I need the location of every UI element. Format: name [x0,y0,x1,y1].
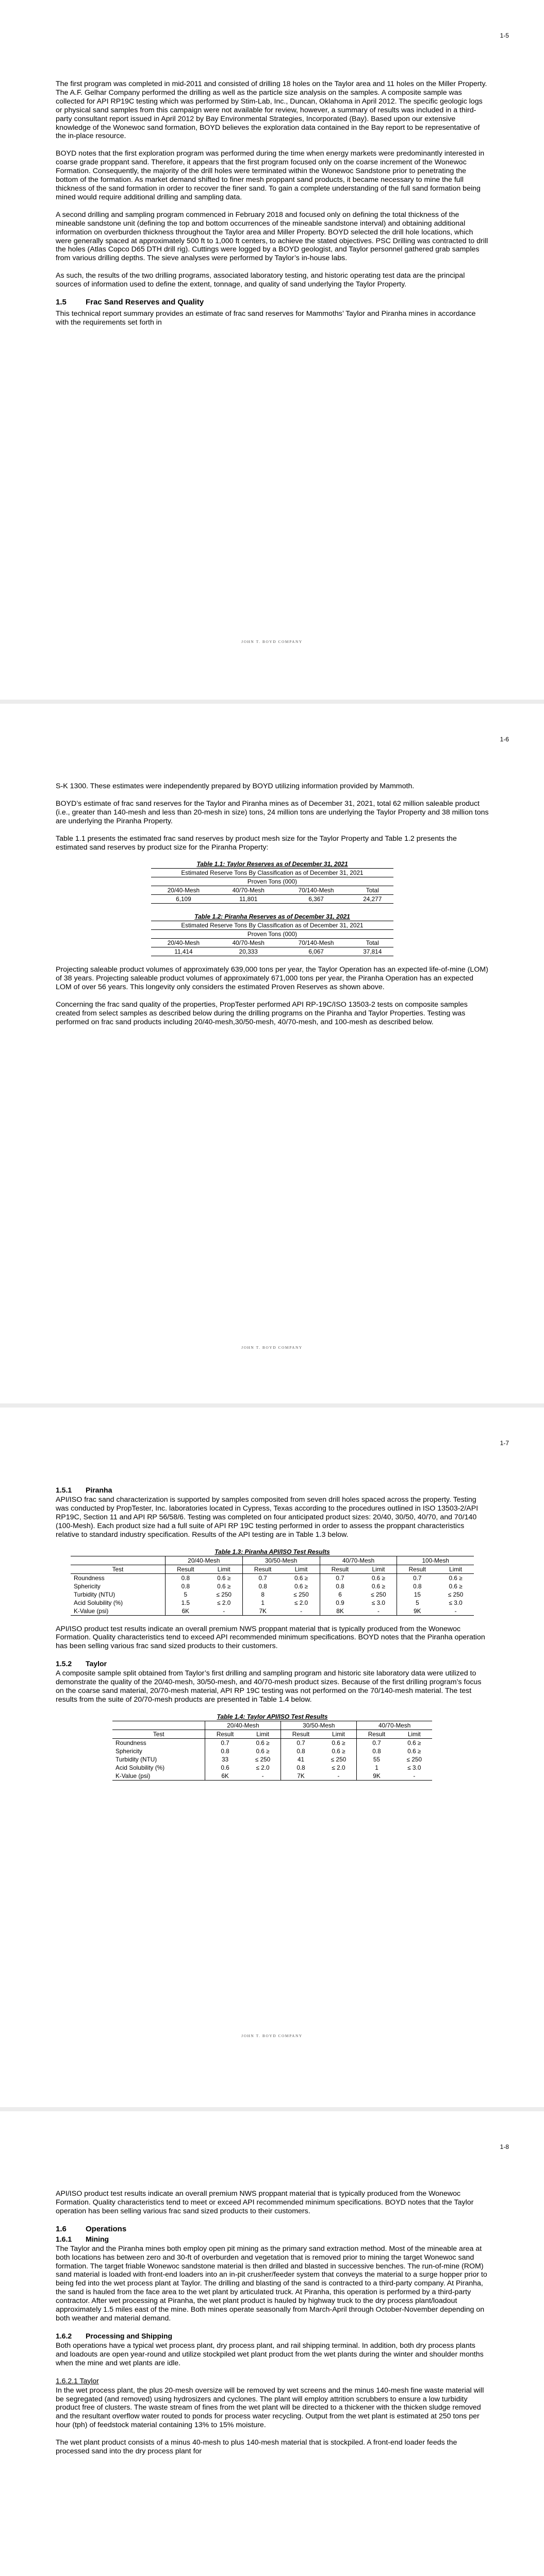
paragraph: Table 1.1 presents the estimated frac sand reserves by product mesh size for the Taylor Property and Table 1.2 presents the estimated sand reserves by product size for the Piranha Property: [56,834,457,852]
table-cell: 0.6 ≥ [371,1582,385,1590]
table-cell: 6K [205,1772,245,1781]
table-cell: ≤ 3.0 [407,1764,421,1771]
group-header: 40/70-Mesh [320,1556,397,1565]
table-cell: 0.7 [281,1738,321,1747]
paragraph: As such, the results of the two drilling programs, associated laboratory testing, and historic operating test data are the principal sources of information used to define the extent, tonnage, and quality of sand underlying the Taylor Property. [56,272,465,289]
api-table-wrapper [56,1713,489,1781]
column-header: Test [112,1730,205,1738]
table-cell: 0.6 ≥ [256,1747,270,1755]
page-1-5 [0,0,544,700]
section-number: 1.6 [56,2224,67,2233]
table-caption: Table 1.4: Taylor API/ISO Test Results [217,1713,328,1720]
table-cell: 20,333 [216,947,281,956]
table-cell: 41 [281,1755,321,1764]
table-title: Estimated Reserve Tons By Classification as of December 31, 2021 [151,921,393,930]
page-footer: JOHN T. BOYD COMPANY [241,1345,303,1350]
column-header: Total [352,939,393,947]
table-cell: ≤ 250 [293,1590,309,1598]
table-cell: - [360,1607,397,1616]
column-header: Result [397,1565,437,1573]
table-cell: 0.6 ≥ [407,1747,421,1755]
table-cell: 0.8 [205,1747,245,1755]
table-cell: 0.7 [397,1573,437,1582]
table-cell: 0.6 ≥ [294,1582,308,1590]
table-cell: 8 [242,1590,283,1599]
table-cell: 0.7 [357,1738,397,1747]
page-1-8 [0,2111,544,2576]
group-header: 30/50-Mesh [242,1556,320,1565]
section-number: 1.6.2 [56,2331,72,2340]
table-cell: ≤ 2.0 [256,1764,270,1771]
reserves-table-wrapper [56,913,489,956]
table-cell: 33 [205,1755,245,1764]
column-header: Result [281,1730,321,1738]
table-cell: ≤ 2.0 [332,1764,345,1771]
section-number: 1.6.1 [56,2234,72,2243]
table-cell: ≤ 250 [448,1590,464,1598]
table-row [71,1582,474,1590]
group-header: 20/40-Mesh [165,1556,242,1565]
paragraph: The Taylor and the Piranha mines both employ open pit mining as the primary sand extraction method. Most of the mineable area at both locations has between zero and 30-ft of overburden and vegetation that is removed prior to mining the target Wonewoc sand formation. The target friable Wonewoc sandstone material is then drilled and blasted in successive benches. The run-of-mine (ROM) sand material is loaded with front-end loaders into an in-pit crusher/feeder system that conveys the material to a surge hopper prior to being fed into the wet process plant at Taylor. The drilling and blasting of the sand is contracted to a third-party company. At Piranha, the sand is hauled from the face area to the wet plant by articulated truck. At Piranha, this operation is performed by a third-party contractor. After wet processing at Piranha, the wet plant product is hauled by highway truck to the dry process plant/loadout approximately 1.5 miles east of the mine. Both mines operate seasonally from March-April through October-November depending on both weather and material demand. [56,2244,487,2323]
section-heading [56,298,489,307]
table-subtitle: Proven Tons (000) [151,877,393,886]
paragraph: This technical report summary provides an estimate of frac sand reserves for Mammoths’ Taylor and Piranha mines in accordance with the requirements set forth in [56,310,476,327]
subsection-heading [56,2235,489,2243]
table-cell: - [206,1607,243,1616]
table-cell: 9K [357,1772,397,1781]
group-header: 100-Mesh [397,1556,474,1565]
table-cell: 0.8 [165,1573,205,1582]
table-subtitle: Proven Tons (000) [151,930,393,939]
table-cell: 6,109 [151,895,216,904]
table-cell: 0.6 ≥ [217,1582,231,1590]
page-number: 1-5 [500,32,509,39]
table-cell: 0.8 [165,1582,205,1590]
piranha-api-table [71,1548,474,1616]
page-content [56,1486,489,1790]
table-cell: 7K [242,1607,283,1616]
column-header: Result [165,1565,205,1573]
table-caption: Table 1.3: Piranha API/ISO Test Results [215,1548,330,1555]
table-cell: 1 [357,1764,397,1772]
table-cell: 1 [242,1599,283,1607]
table-cell: 0.6 [205,1764,245,1772]
table-cell: 6,367 [281,895,352,904]
table-cell: 1.5 [165,1599,205,1607]
paragraph: The wet plant product consists of a minus 40-mesh to plus 140-mesh material that is stockpiled. A front-end loader feeds the processed sand into the dry process plant for [56,2438,457,2456]
section-title: Frac Sand Reserves and Quality [86,298,204,307]
table-cell: ≤ 2.0 [217,1599,231,1606]
column-header: Limit [206,1565,243,1573]
column-header: Result [320,1565,360,1573]
table-cell: 0.6 ≥ [371,1574,385,1582]
column-header: Limit [437,1565,474,1573]
table-cell: 15 [397,1590,437,1599]
table-cell: - [283,1607,320,1616]
paragraph: Concerning the frac sand quality of the properties, PropTester performed API RP-19C/ISO 13503-2 tests on composite samples created from select samples as described below during the drilling programs on the Piranha and Taylor Properties. Testing was performed on frac sand products including 20/40-mesh,30/50-mesh, 40/70-mesh, and 100-mesh as described below. [56,1001,468,1026]
section-title: Piranha [86,1486,112,1494]
row-label: Roundness [116,1739,146,1747]
table-cell: 8K [320,1607,360,1616]
row-label: Acid Solubility (%) [116,1764,165,1771]
paragraph: A second drilling and sampling program commenced in February 2018 and focused only on defining the total thickness of the mineable sandstone unit (defining the top and bottom occurrences of the mineable sandstone interval) and obtaining additional information on overburden thickness throughout the Taylor area and Miller Property. BOYD selected the drill hole locations, which were generally spaced at approximately 500 ft to 1,000 ft centers, to achieve the stated objectives. PSC Drilling was contracted to drill the holes (Atlas Copco D65 DTH drill rig). Cuttings were logged by a BOYD geologist, and Taylor personnel gathered grab samples from various drilling depths. The sieve analyses were performed by Taylor’s in-house labs. [56,210,488,263]
column-header: 40/70-Mesh [216,939,281,947]
page-1-7 [0,1408,544,2107]
subsection-heading [56,1486,489,1494]
paragraph: Projecting saleable product volumes of approximately 639,000 tons per year, the Taylor Operation has an expected life-of-mine (LOM) of 38 years. Projecting saleable product volumes of approximately 671,000 tons per year, the Piranha Operation has an expected LOM of over 56 years. This longevity only considers the estimated Proven Reserves as shown above. [56,965,488,992]
table-row [112,1747,432,1755]
table-cell: 0.6 ≥ [332,1747,345,1755]
table-cell: ≤ 2.0 [294,1599,308,1606]
table-cell: ≤ 250 [255,1755,271,1763]
table-cell: 0.8 [320,1582,360,1590]
table-cell: 11,801 [216,895,281,904]
section-title: Mining [86,2234,109,2243]
section-number: 1.5 [56,298,67,307]
row-label: Turbidity (NTU) [116,1755,157,1763]
table-cell: ≤ 3.0 [371,1599,385,1606]
table-cell: 9K [397,1607,437,1616]
table-cell: 0.8 [242,1582,283,1590]
table-cell: 11,414 [151,947,216,956]
table-row [112,1755,432,1764]
table-cell: ≤ 250 [216,1590,232,1598]
reserves-table-wrapper [56,860,489,904]
table-row [71,1573,474,1582]
table-row [112,1764,432,1772]
section-title: Processing and Shipping [86,2331,173,2340]
column-header: 40/70-Mesh [216,886,281,895]
table-cell: ≤ 250 [331,1755,347,1763]
table-cell: 0.8 [281,1764,321,1772]
page-number: 1-8 [500,2143,509,2150]
table-cell: 24,277 [352,895,393,904]
column-header: 70/140-Mesh [281,939,352,947]
table-cell: 0.6 ≥ [449,1582,463,1590]
table-cell: 55 [357,1755,397,1764]
table-cell: 6K [165,1607,205,1616]
table-cell: 0.6 ≥ [294,1574,308,1582]
page-content [56,80,489,336]
column-header: 20/40-Mesh [151,939,216,947]
table-row [112,1772,432,1781]
table-cell: 0.7 [205,1738,245,1747]
column-header: Result [205,1730,245,1738]
table-cell: 0.8 [397,1582,437,1590]
column-header: Limit [397,1730,432,1738]
table-cell: 0.8 [281,1747,321,1755]
table-cell: - [397,1772,432,1781]
row-label: K-Value (psi) [112,1772,205,1781]
paragraph: S-K 1300. These estimates were independently prepared by BOYD utilizing information provided by Mammoth. [56,782,415,790]
table-caption: Table 1.1: Taylor Reserves as of December 31, 2021 [196,860,348,868]
table-cell: ≤ 250 [371,1590,386,1598]
subsubsection-heading: 1.6.2.1 Taylor [56,2376,99,2385]
piranha-reserves-table [151,913,393,956]
page-content [56,782,489,1036]
table-row [71,1599,474,1607]
column-header: Result [357,1730,397,1738]
row-label: Sphericity [116,1747,142,1755]
paragraph: API/ISO frac sand characterization is supported by samples composited from seven drill holes spaced across the property. Testing was conducted by PropTester, Inc. laboratories located in Cypress, Texas according to the procedures outlined in ISO 13503-2/API RP19C, Section 11 and API RP 56/58/6. Testing was completed on four anticipated product sizes: 20/40, 30/50, 40/70, and 70/140 (100-Mesh). Each product size had a full suite of API RP 19C testing performed in order to assess the proppant characteristics relative to standard industry specification. Results of the API testing are in Table 1.3 below. [56,1496,479,1539]
corner-cell [71,1556,165,1565]
section-title: Operations [86,2224,127,2233]
table-cell: 0.6 ≥ [217,1574,231,1582]
group-header: 30/50-Mesh [281,1721,357,1730]
table-cell: 5 [397,1599,437,1607]
paragraph: In the wet process plant, the plus 20-mesh oversize will be removed by wet screens and the minus 140-mesh fine waste material will be segregated (and removed) using hydrosizers and cyclones. The plant will employ attrition scrubbers to ensure a low turbidity product free of clusters. The waste stream of fines from the wet plant will be directed to a thickener with the thicken sludge removed and the resultant overflow water routed to ponds for process water recycling. Output from the wet plant is estimated at 250 tons per hour (tph) of feedstock material containing 13% to 15% moisture. [56,2386,484,2430]
table-cell: 0.8 [357,1747,397,1755]
column-header: Limit [321,1730,357,1738]
table-row [112,1738,432,1747]
column-header: Result [242,1565,283,1573]
table-cell: 0.6 ≥ [256,1739,270,1747]
column-header: Total [352,886,393,895]
table-cell: 6 [320,1590,360,1599]
page-footer: JOHN T. BOYD COMPANY [241,2033,303,2038]
paragraph: Both operations have a typical wet process plant, dry process plant, and rail shipping terminal. In addition, both dry process plants and loadouts are open year-round and utilize stockpiled wet plant product from the wet plants during the winter and shoulder months when the mine and wet plants are idle. [56,2341,484,2367]
page-number: 1-6 [500,736,509,743]
table-cell: 6,067 [281,947,352,956]
column-header: Limit [283,1565,320,1573]
table-cell: 0.7 [242,1573,283,1582]
table-cell: 37,814 [352,947,393,956]
taylor-reserves-table [151,860,393,904]
table-cell: 5 [165,1590,205,1599]
column-header: Limit [360,1565,397,1573]
table-row [71,1607,474,1616]
taylor-api-table [112,1713,432,1781]
paragraph: A composite sample split obtained from Taylor’s first drilling and sampling program and historic site laboratory data were utilized to demonstrate the quality of the 20/40-mesh, 30/50-mesh, and 40/70-mesh product sizes. Because of the first drilling program’s focus on the coarse sand material, 20/70-mesh material, API RP 19C testing was not performed on the 70/140-mesh material. The test results from the suite of 20/70-mesh products are presented in Table 1.4 below. [56,1669,482,1704]
group-header: 40/70-Mesh [357,1721,432,1730]
table-cell: ≤ 3.0 [449,1599,463,1606]
table-cell: 0.9 [320,1599,360,1607]
corner-cell [112,1721,205,1730]
section-heading [56,2225,489,2233]
table-cell: - [437,1607,474,1616]
page-content [56,2190,489,2465]
column-header: 70/140-Mesh [281,886,352,895]
section-number: 1.5.2 [56,1659,72,1668]
paragraph: BOYD notes that the first exploration program was performed during the time when energy markets were predominantly interested in coarse grade proppant sand. Therefore, it appears that the first program focused only on the coarse increment of the Wonewoc Formation. Consequently, the majority of the drill holes were terminated within the Wonewoc Sandstone prior to penetrating the bottom of the formation. As market demand shifted to finer mesh proppant sand products, it became necessary to mine the full thickness of the sand formation in order to recover the finer sand. To gain a complete understanding of the full sand formation being mined would require additional drilling and sampling data. [56,149,485,201]
paragraph: API/ISO product test results indicate an overall premium NWS proppant material that is typically produced from the Wonewoc Formation. Quality characteristics tend to meet or exceed API recommended minimum specifications. BOYD notes that the Taylor operation has been selling various frac sand sized products to their customers. [56,2190,474,2215]
column-header: Test [71,1565,165,1573]
row-label: Turbidity (NTU) [74,1590,116,1598]
row-label: Roundness [74,1574,105,1582]
row-label: Acid Solubility (%) [74,1599,123,1606]
table-cell: 0.6 ≥ [332,1739,345,1747]
group-header: 20/40-Mesh [205,1721,281,1730]
subsection-heading [56,2332,489,2340]
table-cell: - [245,1772,281,1781]
subsection-heading [56,1659,489,1668]
table-cell: 0.6 ≥ [449,1574,463,1582]
table-cell: 7K [281,1772,321,1781]
column-header: Limit [245,1730,281,1738]
table-cell: ≤ 250 [406,1755,422,1763]
api-table-wrapper [56,1548,489,1616]
row-label: K-Value (psi) [71,1607,165,1616]
section-number: 1.5.1 [56,1486,72,1494]
table-caption: Table 1.2: Piranha Reserves as of December 31, 2021 [194,913,350,921]
table-row [71,1590,474,1599]
table-cell: - [321,1772,357,1781]
column-header: 20/40-Mesh [151,886,216,895]
paragraph: The first program was completed in mid-2011 and consisted of drilling 18 holes on the Taylor area and 11 holes on the Miller Property. The A.F. Gelhar Company performed the drilling as well as the particle size analysis on the samples. A composite sample was collected for API RP19C testing which was performed by Stim-Lab, Inc., Duncan, Oklahoma in April 2012. The specific geologic logs or physical sand samples from this campaign were not available for review, however, a summary of results was included in a third-party consultant report issued in April 2012 by Bay Environmental Strategies, Incorporated (Bay). Based upon our extensive knowledge of the Wonewoc sand formation, BOYD believes the exploration data contained in the Bay report to be representative of the in-place resource. [56,80,487,141]
paragraph: API/ISO product test results indicate an overall premium NWS proppant material that is typically produced from the Wonewoc Formation. Quality characteristics tend to exceed API recommended minimum specifications. BOYD notes that the Piranha operation has been selling various frac sand sized products to their customers. [56,1624,485,1651]
page-number: 1-7 [500,1439,509,1447]
table-cell: 0.6 ≥ [407,1739,421,1747]
page-1-6 [0,704,544,1403]
row-label: Sphericity [74,1582,101,1590]
page-footer: JOHN T. BOYD COMPANY [241,639,303,644]
table-title: Estimated Reserve Tons By Classification as of December 31, 2021 [151,869,393,877]
table-cell: 0.7 [320,1573,360,1582]
paragraph: BOYD’s estimate of frac sand reserves for the Taylor and Piranha mines as of December 31, 2021, total 62 million saleable product (i.e., greater than 140-mesh and less than 20-mesh in size) tons, 24 million tons are underlying the Taylor Property and 38 million tons are underlying the Piranha Property. [56,799,489,825]
section-title: Taylor [86,1659,107,1668]
